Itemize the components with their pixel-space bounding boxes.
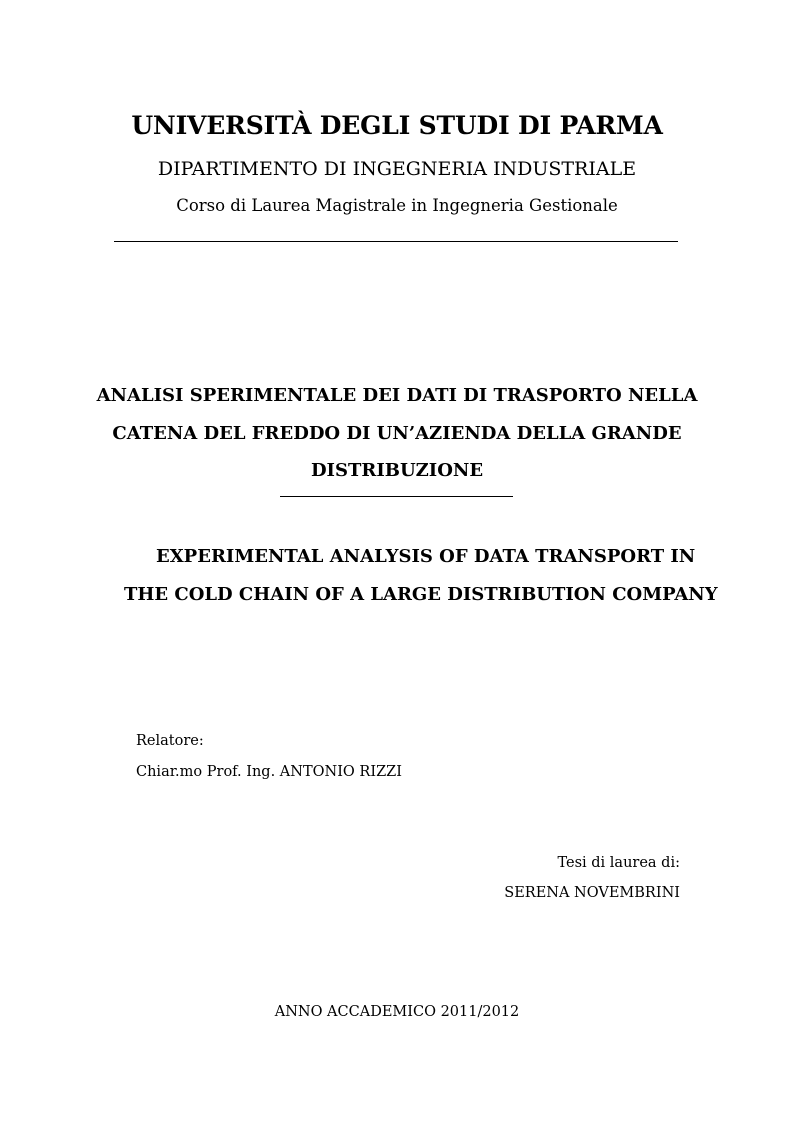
author-name: SERENA NOVEMBRINI <box>504 885 680 901</box>
academic-year: ANNO ACCADEMICO 2011/2012 <box>274 1004 520 1020</box>
header-divider <box>114 241 678 242</box>
supervisor-name: Chiar.mo Prof. Ing. ANTONIO RIZZI <box>136 764 402 780</box>
course-name: Corso di Laurea Magistrale in Ingegneria Gestionale <box>176 196 618 215</box>
department-name: DIPARTIMENTO DI INGEGNERIA INDUSTRIALE <box>157 158 637 180</box>
thesis-title-english-line-1: EXPERIMENTAL ANALYSIS OF DATA TRANSPORT IN <box>156 546 696 567</box>
supervisor-label: Relatore: <box>136 733 204 749</box>
thesis-title-italian: ANALISI SPERIMENTALE DEI DATI DI TRASPORTO NELLA CATENA DEL FREDDO DI UN’AZIENDA DELLA GRANDE DISTRIBUZIONE <box>96 385 698 481</box>
title-divider <box>280 496 513 497</box>
thesis-title-english-line-2: THE COLD CHAIN OF A LARGE DISTRIBUTION COMPANY <box>124 584 718 605</box>
author-label: Tesi di laurea di: <box>557 855 680 871</box>
university-name: UNIVERSITÀ DEGLI STUDI DI PARMA <box>131 111 663 140</box>
